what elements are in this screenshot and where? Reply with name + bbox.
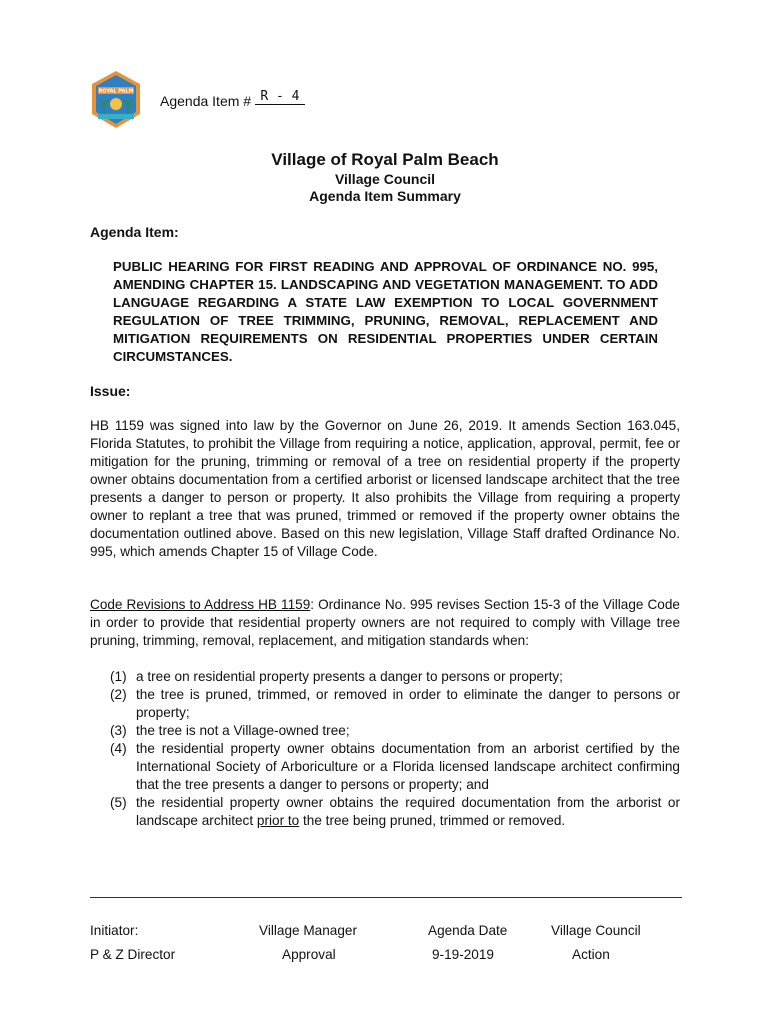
village-council-label: Village Council [551, 923, 641, 938]
agenda-item-value: R - 4 [255, 89, 305, 105]
logo-sun [110, 98, 122, 110]
list-item-number: (3) [110, 723, 127, 738]
agenda-item-label: Agenda Item # [160, 93, 252, 109]
village-manager-value: Approval [282, 947, 336, 962]
prior-to-emphasis: prior to [256, 813, 300, 828]
logo-text: ROYAL PALM [98, 88, 134, 95]
list-item-number: (2) [110, 687, 127, 702]
village-manager-label: Village Manager [259, 923, 357, 938]
summary-subtitle: Agenda Item Summary [309, 188, 461, 204]
footer-divider [90, 897, 682, 898]
list-item [110, 668, 680, 686]
conditions-list [110, 668, 680, 830]
list-item-text-pre: the residential property owner obtains the required documentation from the arborist or landscape architect [136, 795, 680, 828]
list-item-text: the tree is pruned, trimmed, or removed in order to eliminate the danger to persons or property; [136, 687, 680, 720]
list-item [110, 722, 680, 740]
agenda-item-text: PUBLIC HEARING FOR FIRST READING AND APPROVAL OF ORDINANCE NO. 995, AMENDING CHAPTER 15. LANDSCAPING AND VEGETATION MANAGEMENT. TO ADD LANGUAGE REGARDING A STATE LAW EXEMPTION TO LOCAL GOVERNMENT REGULATION OF TREE TRIMMING, PRUNING, REMOVAL, REPLACEMENT AND MITIGATION REQUIREMENTS ON RESIDENTIAL PROPERTIES UNDER CERTAIN CIRCUMSTANCES. [113, 259, 658, 364]
council-subtitle: Village Council [334, 171, 436, 187]
list-item-text [136, 794, 680, 830]
issue-heading: Issue: [90, 383, 131, 399]
agenda-item-number [160, 89, 305, 111]
list-item [110, 740, 680, 794]
code-revisions-paragraph [90, 596, 680, 650]
village-council-value: Action [572, 947, 610, 962]
list-item-number: (5) [110, 795, 127, 810]
agenda-item-heading: Agenda Item: [90, 224, 179, 240]
code-revisions-heading: Code Revisions to Address HB 1159 [90, 597, 311, 612]
list-item-text: the residential property owner obtains documentation from an arborist certified by the International Society of Arboriculture or a Florida licensed landscape architect confirming that the tree presents a danger to persons or property; and [136, 741, 680, 792]
agenda-date-label: Agenda Date [428, 923, 508, 938]
list-item [110, 794, 680, 830]
list-item-number: (1) [110, 669, 127, 684]
initiator-value: P & Z Director [90, 947, 176, 962]
village-logo [90, 70, 142, 130]
list-item-number: (4) [110, 741, 127, 756]
agenda-date-value: 9-19-2019 [432, 947, 494, 962]
page-title: Village of Royal Palm Beach [271, 150, 499, 169]
initiator-label: Initiator: [90, 923, 139, 938]
list-item-text: the tree is not a Village-owned tree; [136, 723, 350, 738]
list-item [110, 686, 680, 722]
code-revisions-text: : Ordinance No. 995 revises Section 15-3 of the Village Code in order to provide that residential property owners are not required to comply with Village tree pruning, trimming, removal, replacement, and mitigation standards when: [90, 597, 680, 648]
issue-text: HB 1159 was signed into law by the Governor on June 26, 2019. It amends Section 163.045, Florida Statutes, to prohibit the Village from requiring a notice, application, approval, permit, fee or mitigation for the pruning, trimming or removal of a tree on residential property if the property owner obtains documentation from a certified arborist or licensed landscape architect that the tree presents a danger to person or property. It also prohibits the Village from requiring a property owner to replant a tree that was pruned, trimmed or removed if the property owner obtains the documentation outlined above. Based on this new legislation, Village Staff drafted Ordinance No. 995, which amends Chapter 15 of Village Code. [90, 418, 680, 559]
list-item-text: a tree on residential property presents a danger to persons or property; [136, 669, 563, 684]
logo-water [98, 114, 134, 119]
list-item-text-post: the tree being pruned, trimmed or removed. [299, 813, 566, 828]
